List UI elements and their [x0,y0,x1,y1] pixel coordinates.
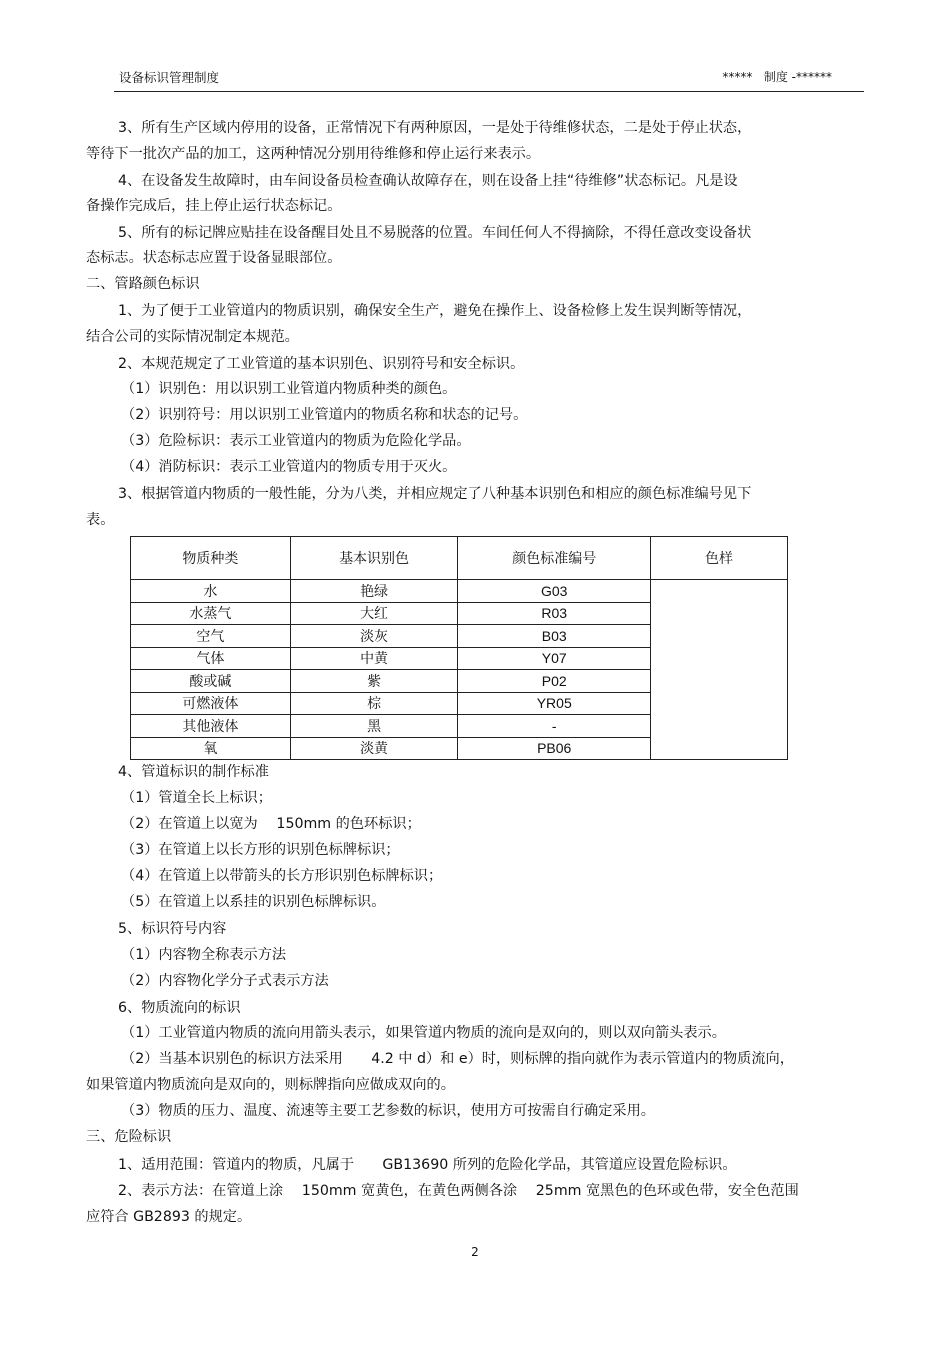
table-cell: 酸或碱 [131,670,291,693]
para-pipe-5-heading: 5、标识符号内容 [118,921,227,937]
list-item: （2）内容物化学分子式表示方法 [121,973,329,989]
list-item: （4）消防标识：表示工业管道内的物质专用于灭火。 [121,459,457,475]
para-pipe-2: 2、本规范规定了工业管道的基本识别色、识别符号和安全标识。 [118,356,525,372]
list-item: （3）物质的压力、温度、流速等主要工艺参数的标识，使用方可按需自行确定采用。 [121,1103,655,1119]
table-cell: Y07 [458,647,651,670]
para-4-line2: 备操作完成后，挂上停止运行状态标记。 [86,198,342,214]
page-number: 2 [471,1245,479,1259]
list-item: （3）危险标识：表示工业管道内的物质为危险化学品。 [121,433,471,449]
table-cell: 淡灰 [290,625,458,648]
table-cell: B03 [458,625,651,648]
table-cell: - [458,715,651,738]
table-cell: 大红 [290,602,458,625]
para-5-line2: 态标志。状态标志应置于设备显眼部位。 [86,250,342,266]
table-cell: G03 [458,580,651,603]
table-cell: R03 [458,602,651,625]
column-header: 色样 [651,537,788,580]
para-5-line1: 5、所有的标记牌应贴挂在设备醒目处且不易脱落的位置。车间任何人不得摘除，不得任意改变设备状 [118,225,752,241]
pipe-color-table [130,536,788,760]
para-hazard-2-line1: 2、表示方法：在管道上涂 150mm 宽黄色，在黄色两侧各涂 25mm 宽黑色的色环或色带，安全色范围 [118,1183,799,1199]
color-sample-cell [651,580,788,760]
table-cell: YR05 [458,692,651,715]
table-cell: 紫 [290,670,458,693]
table-cell: 水 [131,580,291,603]
para-pipe-4-heading: 4、管道标识的制作标准 [118,764,269,780]
para-pipe-3-line2: 表。 [86,512,115,528]
table-cell: PB06 [458,737,651,760]
table-cell: 氧 [131,737,291,760]
table-cell: 淡黄 [290,737,458,760]
list-item: （1）管道全长上标识； [121,790,272,806]
para-pipe-3-line1: 3、根据管道内物质的一般性能，分为八类，并相应规定了八种基本识别色和相应的颜色标准编号见下 [118,486,752,502]
list-item: （2）识别符号：用以识别工业管道内的物质名称和状态的记号。 [121,407,528,423]
column-header: 基本识别色 [290,537,458,580]
table-row [131,580,788,603]
table-cell: 水蒸气 [131,602,291,625]
para-hazard-1: 1、适用范围：管道内的物质，凡属于 GB13690 所列的危险化学品，其管道应设置危险标识。 [118,1157,737,1173]
header-rule [114,91,864,92]
table-cell: 其他液体 [131,715,291,738]
table-cell: 空气 [131,625,291,648]
para-hazard-2-line2: 应符合 GB2893 的规定。 [86,1209,252,1225]
list-item: （2）当基本识别色的标识方法采用 4.2 中 d）和 e）时，则标牌的指向就作为表示管道内的物质流向， [121,1051,794,1067]
column-header: 物质种类 [131,537,291,580]
section-heading-pipe-color: 二、管路颜色标识 [86,276,200,292]
para-4-line1: 4、在设备发生故障时，由车间设备员检查确认故障存在，则在设备上挂“待维修”状态标记。凡是设 [118,173,738,189]
table-cell: 中黄 [290,647,458,670]
table-cell: 棕 [290,692,458,715]
list-item: （1）内容物全称表示方法 [121,947,287,963]
section-heading-hazard: 三、危险标识 [86,1129,172,1145]
para-3-line1: 3、所有生产区域内停用的设备，正常情况下有两种原因，一是处于待维修状态，二是处于停止状态， [118,120,752,136]
para-pipe-1-line1: 1、为了便于工业管道内的物质识别，确保安全生产，避免在操作上、设备检修上发生误判断等情况， [118,303,752,319]
para-pipe-6-heading: 6、物质流向的标识 [118,1000,241,1016]
header-title: 设备标识管理制度 [119,70,220,85]
table-cell: P02 [458,670,651,693]
column-header: 颜色标准编号 [458,537,651,580]
list-item-continued: 如果管道内物质流向是双向的，则标牌指向应做成双向的。 [86,1077,455,1093]
list-item: （1）识别色：用以识别工业管道内物质种类的颜色。 [121,381,457,397]
para-3-line2: 等待下一批次产品的加工，这两种情况分别用待维修和停止运行来表示。 [86,146,541,162]
list-item: （5）在管道上以系挂的识别色标牌标识。 [121,894,386,910]
list-item: （2）在管道上以宽为 150mm 的色环标识； [121,816,421,832]
table-cell: 可燃液体 [131,692,291,715]
list-item: （1）工业管道内物质的流向用箭头表示，如果管道内物质的流向是双向的，则以双向箭头表示。 [121,1025,726,1041]
table-header-row [131,537,788,580]
para-pipe-1-line2: 结合公司的实际情况制定本规范。 [86,329,299,345]
list-item: （4）在管道上以带箭头的长方形识别色标牌标识； [121,868,443,884]
list-item: （3）在管道上以长方形的识别色标牌标识； [121,842,400,858]
table-cell: 艳绿 [290,580,458,603]
table-cell: 气体 [131,647,291,670]
table-cell: 黑 [290,715,458,738]
header-doc-code: ***** 制度 -****** [722,70,832,84]
